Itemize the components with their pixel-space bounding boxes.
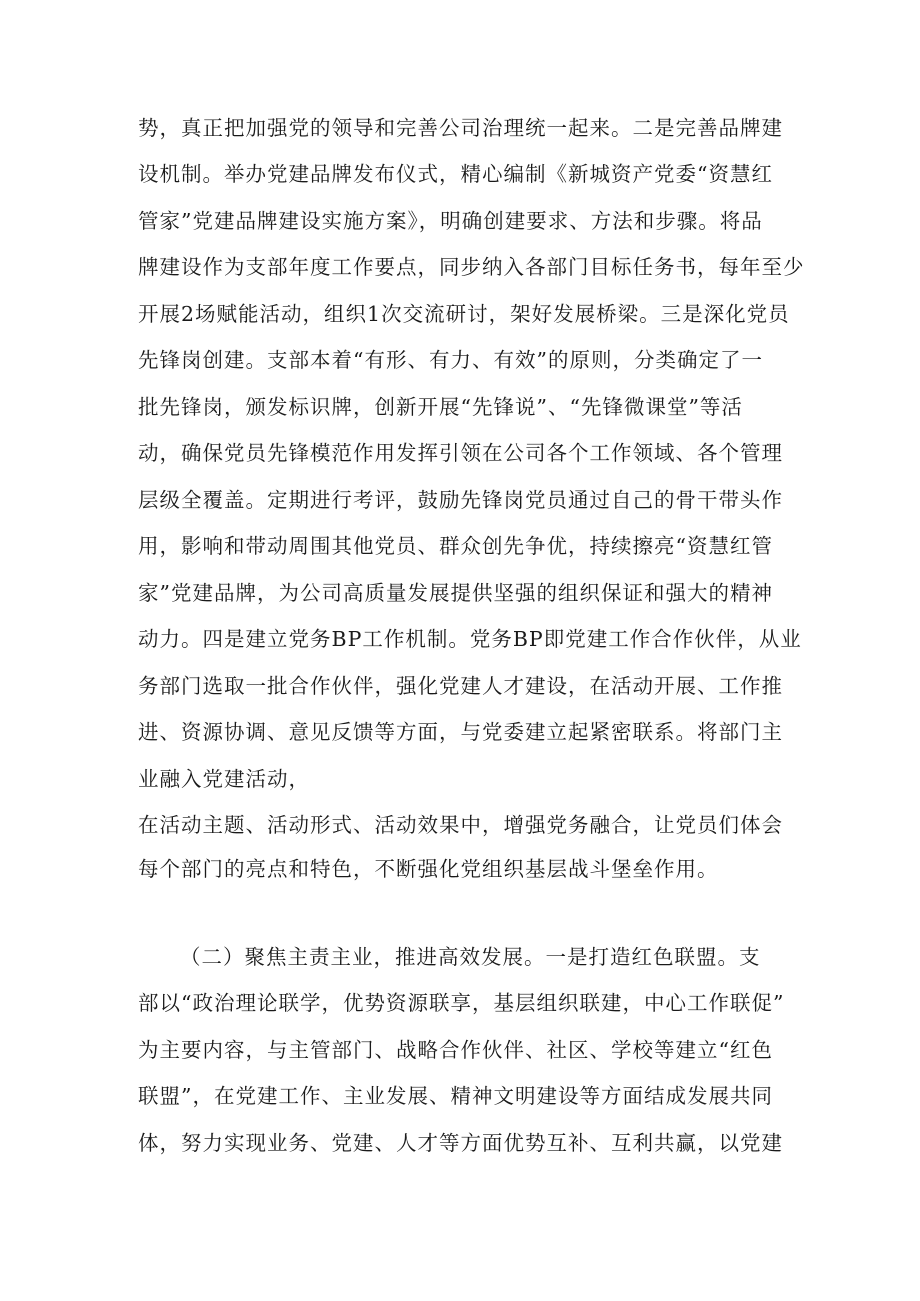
text-line: 管家”党建品牌建设实施方案》，明确创建要求、方法和步骤。将品 <box>138 209 763 233</box>
text-line: 业融入党建活动， <box>138 767 310 791</box>
text-line: 用，影响和带动周围其他党员、群众创先争优，持续擦亮“资慧红管 <box>138 534 773 558</box>
text-line: 联盟”，在党建工作、主业发展、精神文明建设等方面结成发展共同 <box>138 1084 773 1108</box>
text-line: 动力。四是建立党务BP工作机制。党务BP即党建工作合作伙伴，从业 <box>138 627 802 651</box>
text-line: 部以“政治理论联学，优势资源联享，基层组织联建，中心工作联促” <box>138 991 785 1015</box>
text-line: 势，真正把加强党的领导和完善公司治理统一起来。二是完善品牌建 <box>138 116 783 140</box>
text-line: 每个部门的亮点和特色，不断强化党组织基层战斗堡垒作用。 <box>138 857 719 881</box>
text-line: 在活动主题、活动形式、活动效果中，增强党务融合，让党员们体会 <box>138 813 783 837</box>
section-heading-line: （二）聚焦主责主业，推进高效发展。一是打造红色联盟。支 <box>180 945 761 969</box>
text-line: 进、资源协调、意见反馈等方面，与党委建立起紧密联系。将部门主 <box>138 720 783 744</box>
text-line: 先锋岗创建。支部本着“有形、有力、有效”的原则，分类确定了一 <box>138 348 763 372</box>
text-line: 体，努力实现业务、党建、人才等方面优势互补、互利共赢，以党建 <box>138 1131 783 1155</box>
text-line: 层级全覆盖。定期进行考评，鼓励先锋岗党员通过自己的骨干带头作 <box>138 488 783 512</box>
text-line: 务部门选取一批合作伙伴，强化党建人才建设，在活动开展、工作推 <box>138 674 783 698</box>
text-line: 牌建设作为支部年度工作要点，同步纳入各部门目标任务书，每年至少 <box>138 255 805 279</box>
text-line: 家”党建品牌，为公司高质量发展提供坚强的组织保证和强大的精神 <box>138 581 773 605</box>
text-line: 开展2场赋能活动，组织1次交流研讨，架好发展桥梁。三是深化党员 <box>138 302 790 326</box>
text-line: 设机制。举办党建品牌发布仪式，精心编制《新城资产党委“资慧红 <box>138 162 773 186</box>
text-line: 动，确保党员先锋模范作用发挥引领在公司各个工作领域、各个管理 <box>138 441 783 465</box>
text-line: 批先锋岗，颁发标识牌，创新开展“先锋说”、“先锋微课堂”等活 <box>138 395 743 419</box>
text-line: 为主要内容，与主管部门、战略合作伙伴、社区、学校等建立“红色 <box>138 1038 773 1062</box>
